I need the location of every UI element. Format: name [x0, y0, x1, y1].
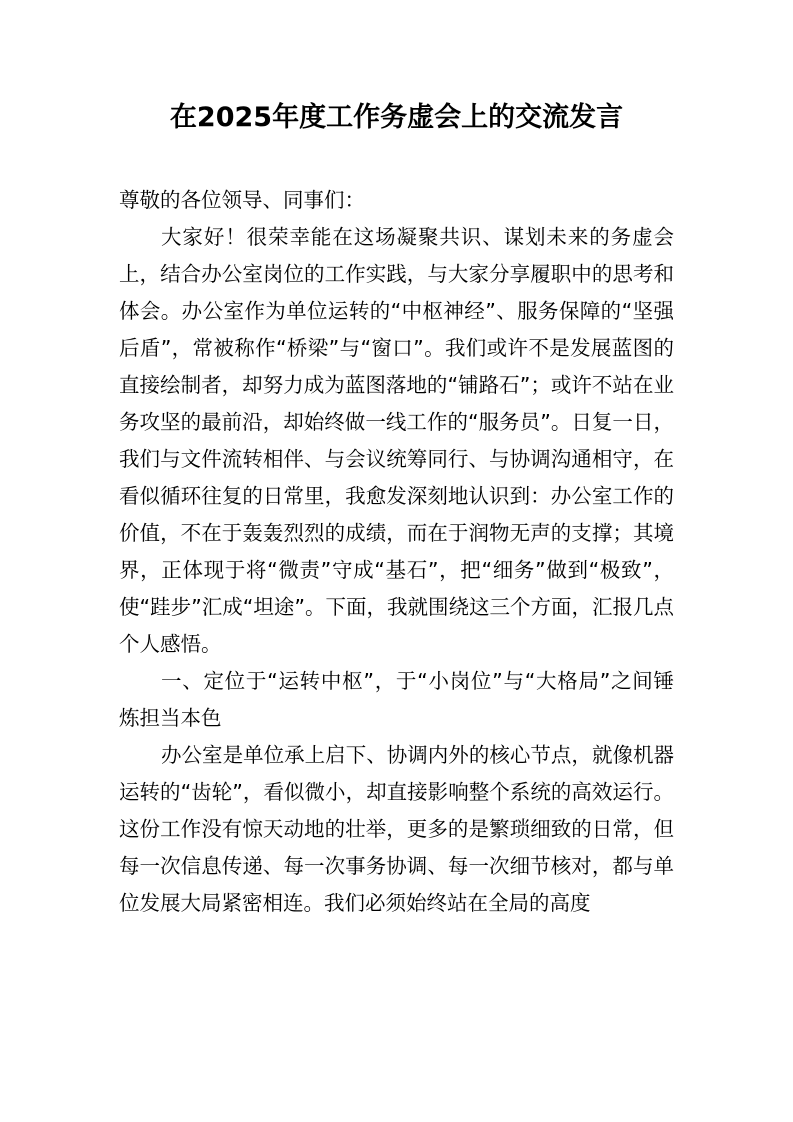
document-body [119, 182, 674, 922]
salutation: 尊敬的各位领导、同事们： [119, 188, 365, 212]
body-paragraph-opening: 大家好！很荣幸能在这场凝聚共识、谋划未来的务虚会上，结合办公室岗位的工作实践，与大家分享履职中的思考和体会。办公室作为单位运转的“中枢神经”、服务保障的“坚强后盾”，常被称作“桥梁”与“窗口”。我们或许不是发展蓝图的直接绘制者，却努力成为蓝图落地的“铺路石”；或许不站在业务攻坚的最前沿，却始终做一线工作的“服务员”。日复一日，我们与文件流转相伴、与会议统筹同行、与协调沟通相守，在看似循环往复的日常里，我愈发深刻地认识到：办公室工作的价值，不在于轰轰烈烈的成绩，而在于润物无声的支撑；其境界，正体现于将“微责”守成“基石”，把“细务”做到“极致”，使“跬步”汇成“坦途”。下面，我就围绕这三个方面，汇报几点个人感悟。 [119, 225, 674, 656]
body-paragraph-section-1: 办公室是单位承上启下、协调内外的核心节点，就像机器运转的“齿轮”，看似微小，却直接影响整个系统的高效运行。这份工作没有惊天动地的壮举，更多的是繁琐细致的日常，但每一次信息传递、每一次事务协调、每一次细节核对，都与单位发展大局紧密相连。我们必须始终站在全局的高度 [119, 743, 674, 915]
section-heading-1: 一、定位于“运转中枢”，于“小岗位”与“大格局”之间锤炼担当本色 [119, 669, 674, 730]
document-title: 在2025年度工作务虚会上的交流发言 [169, 102, 624, 133]
